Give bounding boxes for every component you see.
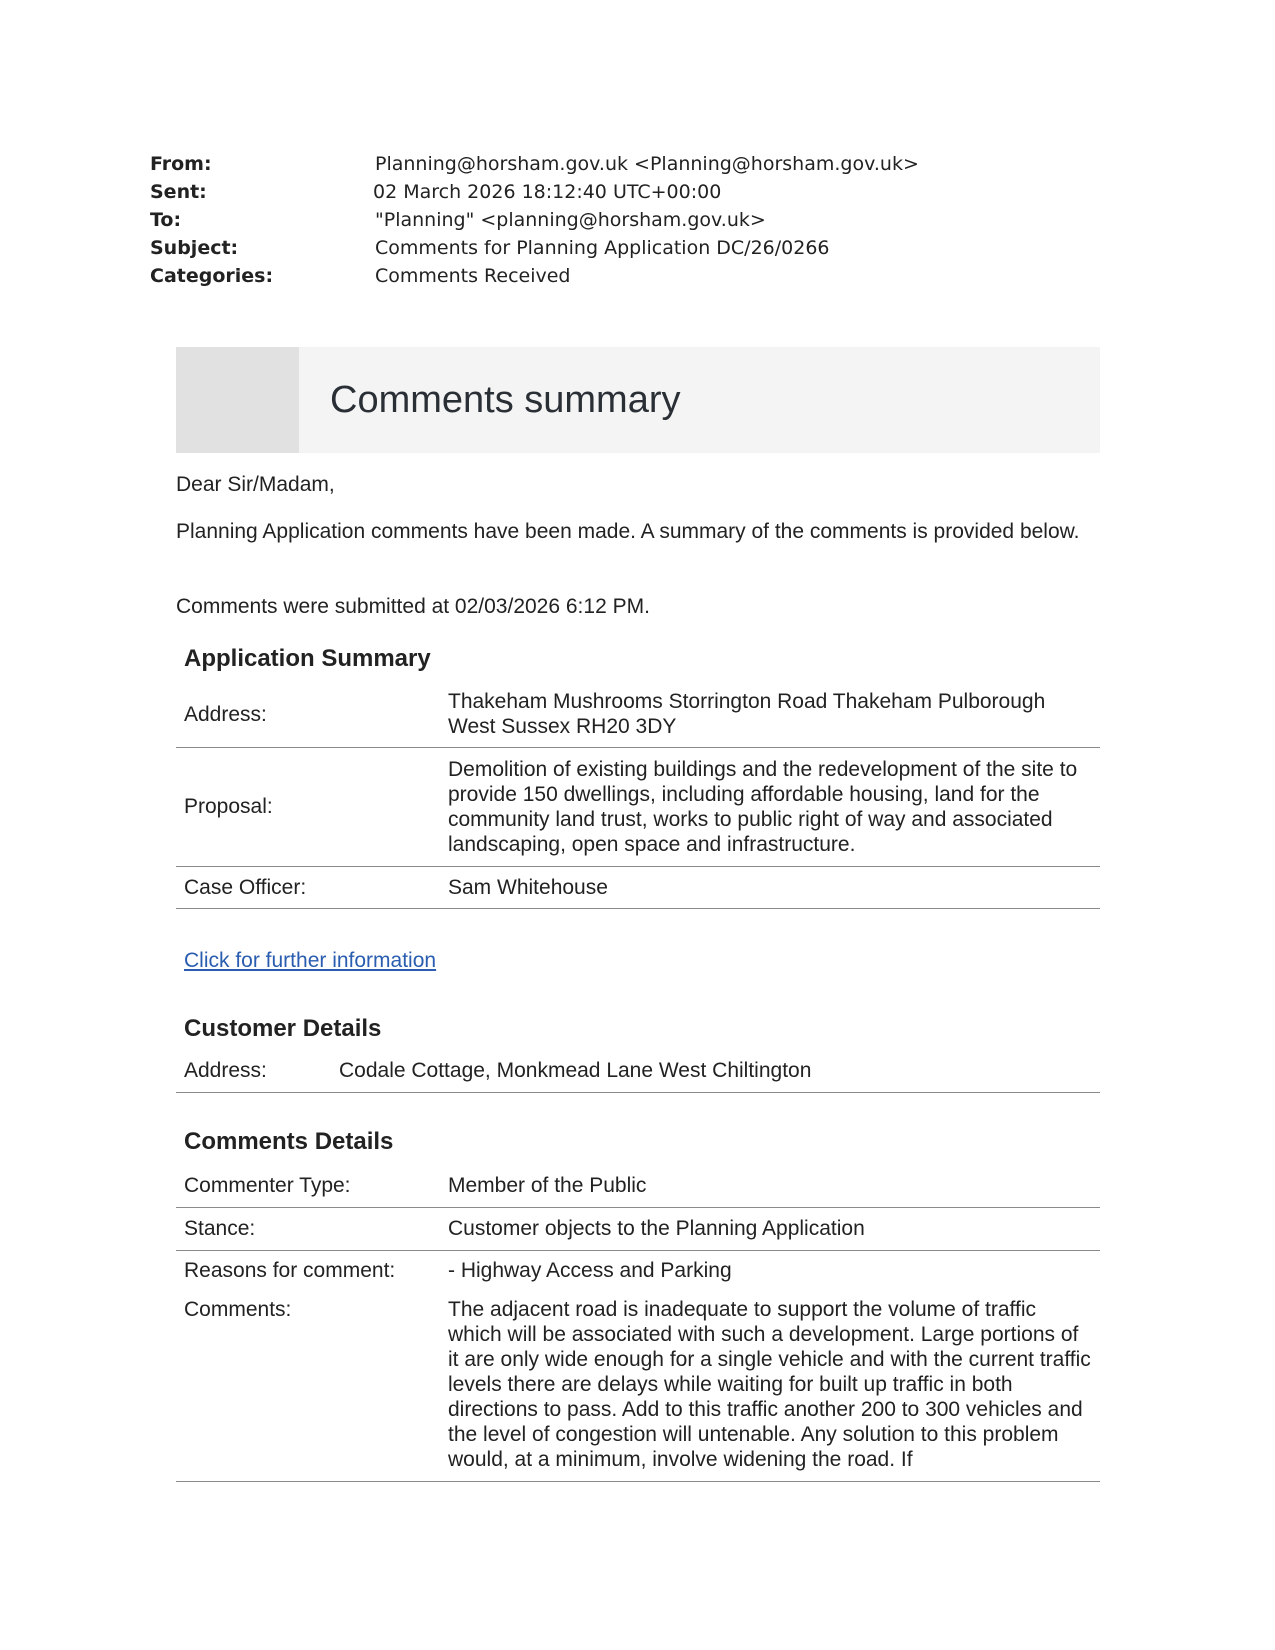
table-row [176, 1207, 1100, 1250]
table-row [176, 747, 1100, 866]
to-value: "Planning" <planning@horsham.gov.uk> [375, 209, 766, 231]
customer-address-value: Codale Cottage, Monkmead Lane West Chiltington [331, 1050, 1100, 1092]
to-row [150, 206, 919, 234]
from-row [150, 150, 919, 178]
reasons-value: - Highway Access and Parking [448, 1258, 732, 1282]
email-header [150, 150, 919, 290]
comments-details-heading: Comments Details [184, 1128, 394, 1155]
comments-details-table [176, 1164, 1100, 1482]
customer-details-heading: Customer Details [184, 1015, 382, 1042]
proposal-value: Demolition of existing buildings and the redevelopment of the site to provide 150 dwellings, including affordable housing, land for the community land trust, works to public right of way and associated landscaping, open space and infrastructure. [440, 747, 1100, 866]
to-label: To: [150, 209, 182, 231]
table-row [176, 866, 1100, 908]
banner-title: Comments summary [330, 379, 681, 421]
proposal-label: Proposal: [176, 747, 440, 866]
customer-details-table [176, 1050, 1100, 1093]
table-row [176, 1290, 1100, 1482]
address-label: Address: [176, 682, 440, 747]
subject-row [150, 234, 919, 262]
comments-label: Comments: [176, 1290, 440, 1482]
case-officer-value: Sam Whitehouse [440, 866, 1100, 908]
commenter-type-value: Member of the Public [440, 1164, 1100, 1207]
categories-value: Comments Received [375, 265, 571, 287]
comments-summary-banner [176, 347, 1100, 453]
categories-label: Categories: [150, 265, 274, 287]
commenter-type-label: Commenter Type: [176, 1164, 440, 1207]
stance-value: Customer objects to the Planning Application [440, 1207, 1100, 1250]
reasons-label: Reasons for comment: [184, 1258, 396, 1282]
sent-label: Sent: [150, 181, 207, 203]
banner-logo-placeholder [176, 347, 299, 453]
application-summary-table [176, 682, 1100, 909]
from-value: Planning@horsham.gov.uk <Planning@horsham.gov.uk> [375, 153, 919, 175]
subject-value: Comments for Planning Application DC/26/0266 [375, 237, 830, 259]
greeting: Dear Sir/Madam, [176, 473, 335, 496]
stance-label: Stance: [176, 1207, 440, 1250]
address-value: Thakeham Mushrooms Storrington Road Thakeham Pulborough West Sussex RH20 3DY [440, 682, 1100, 747]
table-row [176, 1050, 1100, 1092]
further-information-link[interactable]: Click for further information [184, 949, 437, 972]
table-row [176, 1250, 1100, 1290]
from-label: From: [150, 153, 212, 175]
categories-row [150, 262, 919, 290]
table-row [176, 682, 1100, 747]
sent-value: 02 March 2026 18:12:40 UTC+00:00 [373, 181, 722, 203]
customer-address-label: Address: [176, 1050, 331, 1092]
subject-label: Subject: [150, 237, 239, 259]
intro-line: Planning Application comments have been made. A summary of the comments is provided below. [176, 520, 1080, 543]
table-row [176, 1164, 1100, 1207]
comments-value: The adjacent road is inadequate to support the volume of traffic which will be associated with such a development. Large portions of it are only wide enough for a single vehicle and with the current traffic levels there are delays while waiting for built up traffic in both directions to pass. Add to this traffic another 200 to 300 vehicles and the level of congestion will untenable. Any solution to this problem would, at a minimum, involve widening the road. If [440, 1290, 1100, 1482]
submitted-line: Comments were submitted at 02/03/2026 6:12 PM. [176, 595, 650, 618]
case-officer-label: Case Officer: [176, 866, 440, 908]
application-summary-heading: Application Summary [184, 645, 431, 672]
sent-row [150, 178, 919, 206]
